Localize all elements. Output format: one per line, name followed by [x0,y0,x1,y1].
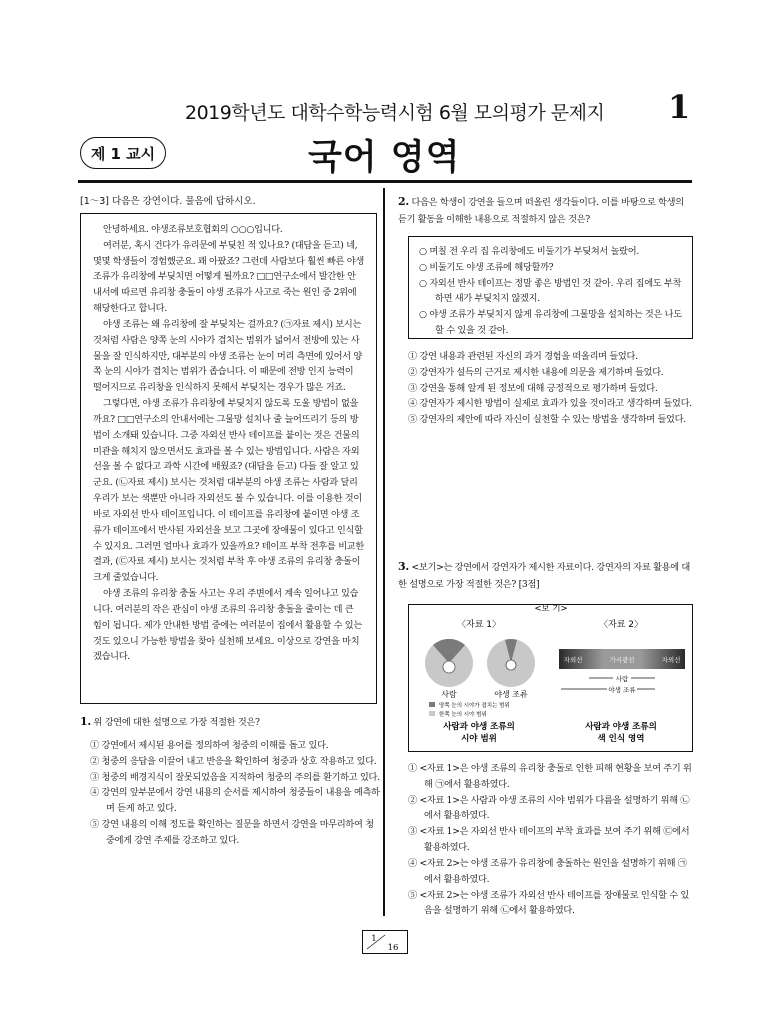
column-divider [383,188,385,916]
page-current: 1 [371,934,377,944]
lecture-paragraph: 안녕하세요. 야생조류보호협회의 ○○○입니다. [103,224,283,235]
range-human-label: 사람 [615,675,629,683]
page-fraction [363,931,407,953]
bogi-figure [408,604,693,752]
answer-choice-3[interactable]: ③ 강연을 통해 알게 된 정보에 대해 긍정적으로 평가하며 들었다. [408,382,658,394]
lecture-paragraph: 야생 조류는 왜 유리창에 잘 부딪치는 걸까요? (㉠자료 제시) 보시는 것처럼 사람은 양쪽 눈의 시야가 겹치는 범위가 넓어서 전방에 있는 사물을 잘 인식하지만, 대부분의 야생 조류는 눈이 머리 측면에 있어서 양쪽 눈의 시야가 겹치는 범위가 좁습니다. 이 때문에 전방 인지 능력이 떨어지므로 유리창을 인식하지 못해서 부딪치는 경우가 많은 거죠. [93,318,362,394]
panel-1-title: 〈자료 1〉 [457,620,501,630]
footer-page-indicator [362,930,408,954]
question-1-stem [80,713,380,732]
question-3-stem [398,558,693,593]
answer-choice-5[interactable]: ⑤ 강연 내용의 이해 정도를 확인하는 질문을 하면서 강연을 마무리하여 청중에게 강연 주제를 강조하고 있다. [90,819,374,846]
thought-item: ○ 비둘기도 야생 조류에 해당할까? [419,261,554,273]
spectrum-ir-label: 자외선 [661,656,681,664]
answer-choice-4[interactable]: ④ <자료 2>는 야생 조류가 유리창에 충돌하는 원인을 설명하기 위해 ㉠에서 활용하였다. [408,857,687,885]
question-stem-text: 위 강연에 대한 설명으로 가장 적절한 것은? [93,717,260,728]
answer-choice-5[interactable]: ⑤ <자료 2>는 야생 조류가 자외선 반사 테이프를 장애물로 인식할 수 있음을 설명하기 위해 ㉡에서 활용하였다. [408,889,690,917]
answer-choice-3[interactable]: ③ 청중의 배경지식이 잘못되었음을 지적하여 청중의 주의를 환기하고 있다. [90,771,380,783]
answer-choice-3[interactable]: ③ <자료 1>은 자외선 반사 테이프의 부착 효과를 보여 주기 위해 ㉢에서 활용하였다. [408,826,690,854]
panel-2-caption: 색 인식 영역 [597,734,645,744]
lecture-paragraph: 야생 조류의 유리창 충돌 사고는 우리 주변에서 계속 일어나고 있습니다. 여러분의 작은 관심이 야생 조류의 유리창 충돌을 줄이는 데 큰 힘이 됩니다. 제가 안내한 방법 중에는 여러분이 집에서 활용할 수 있는 것도 있으니 가능한 방법을 찾아 실천해 보세요. 이상으로 강연을 마치겠습니다. [93,588,362,663]
lecture-passage [80,213,377,704]
subject-title: 국어 영역 [308,138,461,178]
legend-single-swatch [429,711,435,716]
question-number: 1. [80,715,91,728]
bird-head-icon [506,660,516,670]
answer-choice-1[interactable]: ① 강연 내용과 관련된 자신의 과거 경험을 떠올리며 들었다. [408,351,638,362]
range-bird-label: 야생 조류 [608,686,636,694]
legend-overlap-label: 양쪽 눈의 시야가 겹치는 범위 [439,703,510,709]
answer-choice-2[interactable]: ② 강연자가 설득의 근거로 제시한 내용에 의문을 제기하며 들었다. [408,366,664,378]
panel-1-caption: 사람과 야생 조류의 [443,722,515,732]
exam-title: 2019학년도 대학수학능력시험 6월 모의평가 문제지 [185,102,605,124]
label-bird: 야생 조류 [494,690,528,699]
question-2-choices [408,349,693,428]
spectrum-visible-label: 가시광선 [609,656,635,664]
human-head-icon [443,661,455,673]
panel-1-caption: 시야 범위 [461,734,497,744]
question-stem-text: 다음은 학생이 강연을 들으며 떠올린 생각들이다. 이를 바탕으로 학생의 듣기 활동을 이해한 내용으로 적절하지 않은 것은? [398,197,684,225]
bogi-figure-graphic [409,605,692,751]
question-stem-text: <보기>는 강연에서 강연자가 제시한 자료이다. 강연자의 자료 활용에 대한 설명으로 가장 적절한 것은? [3점] [398,562,690,590]
answer-choice-2[interactable]: ② <자료 1>은 사람과 야생 조류의 시야 범위가 다름을 설명하기 위해 ㉡에서 활용하였다. [408,794,690,822]
bogi-title: <보 기> [534,605,568,614]
question-3-choices [408,761,693,919]
panel-2-caption: 사람과 야생 조류의 [585,722,657,732]
question-3 [398,558,693,593]
answer-choice-2[interactable]: ② 청중의 응답을 이끌어 내고 반응을 확인하여 청중과 상호 작용하고 있다. [90,755,377,767]
answer-choice-1[interactable]: ① <자료 1>은 야생 조류의 유리창 충돌로 인한 피해 현황을 보여 주기 위해 ㉠에서 활용하였다. [408,763,692,790]
header-rule [78,180,692,183]
question-number: 2. [398,195,409,208]
answer-choice-1[interactable]: ① 강연에서 제시된 용어를 정의하여 청중의 이해를 돕고 있다. [90,739,329,751]
legend-overlap-swatch [429,702,435,707]
spectrum-uv-label: 자외선 [563,656,583,664]
answer-choice-5[interactable]: ⑤ 강연자의 제안에 따라 자신이 실천할 수 있는 방법을 생각하며 들었다. [408,414,686,426]
question-2 [398,193,693,228]
set-instruction: [1～3] 다음은 강연이다. 물음에 답하시오. [80,196,256,207]
student-thoughts-box [408,236,693,339]
lecture-paragraph: 여러분, 혹시 건다가 유리문에 부딪친 적 있나요? (대답을 듣고) 네, 몇몇 학생들이 경험했군요. 꽤 아팠죠? 그런데 사람보다 훨씬 빠른 야생 조류가 유리창에 부딪치면 어떻게 될까요? □□연구소에서 발간한 안내서에 따르면 유리창 충돌이 야생 조류가 사고로 죽는 원인 중 2위에 해당한다고 합니다. [93,239,364,315]
panel-2-title: 〈자료 2〉 [599,620,643,630]
question-number: 3. [398,560,409,573]
exam-header [0,0,768,190]
thought-item: ○ 며칠 전 우리 집 유리창에도 비둘기가 부딪쳐서 놀랐어. [419,246,639,257]
question-2-stem [398,193,693,228]
lecture-paragraph: 그렇다면, 야생 조류가 유리창에 부딪치지 않도록 도울 방법이 없을까요? □□연구소의 안내서에는 그물망 설치나 줄 늘어뜨리기 등의 방법이 소개돼 있습니다. 그중 자외선 반사 테이프를 붙이는 것은 건물의 미관을 해치지 않으면서도 효과를 볼 수 있는 방법입니다. 사람은 자외선을 볼 수 없다고 과학 시간에 배웠죠? (대답을 듣고) 다들 잘 알고 있군요. (㉡자료 제시) 보시는 것처럼 대부분의 야생 조류는 사람과 달리 우리가 보는 색뿐만 아니라 자외선도 볼 수 있습니다. 이를 이용한 것이 바로 자외선 반사 테이프입니다. 이 테이프를 유리창에 붙이면 야생 조류가 테이프에서 반사된 자외선을 보고 그곳에 장애물이 있다고 인식할 수 있지요. 그러면 얼마나 효과가 있을까요? 테이프 부착 전후를 비교한 결과, (㉢자료 제시) 보시는 것처럼 부착 후 야생 조류의 유리창 충돌이 크게 줄었습니다. [93,398,364,584]
page-total: 16 [387,943,399,953]
thought-item: ○ 자외선 반사 테이프는 정말 좋은 방법인 것 같아. 우리 집에도 부착하면 새가 부딪치지 않겠지. [419,277,682,305]
thought-item: ○ 야생 조류가 부딪치지 않게 유리창에 그물망을 설치하는 것은 나도 할 수 있을 것 같아. [419,309,682,337]
answer-choice-4[interactable]: ④ 강연의 앞부분에서 강연 내용의 순서를 제시하여 청중들이 내용을 예측하며 듣게 하고 있다. [90,787,380,815]
label-human: 사람 [441,690,457,699]
period-badge: 제 1 교시 [80,137,166,169]
page-number: 1 [668,88,691,126]
legend-single-label: 한쪽 눈의 시야 범위 [439,712,487,718]
question-1 [80,713,380,849]
answer-choice-4[interactable]: ④ 강연자가 제시한 방법이 실제로 효과가 있을 것이라고 생각하며 들었다. [408,398,692,410]
